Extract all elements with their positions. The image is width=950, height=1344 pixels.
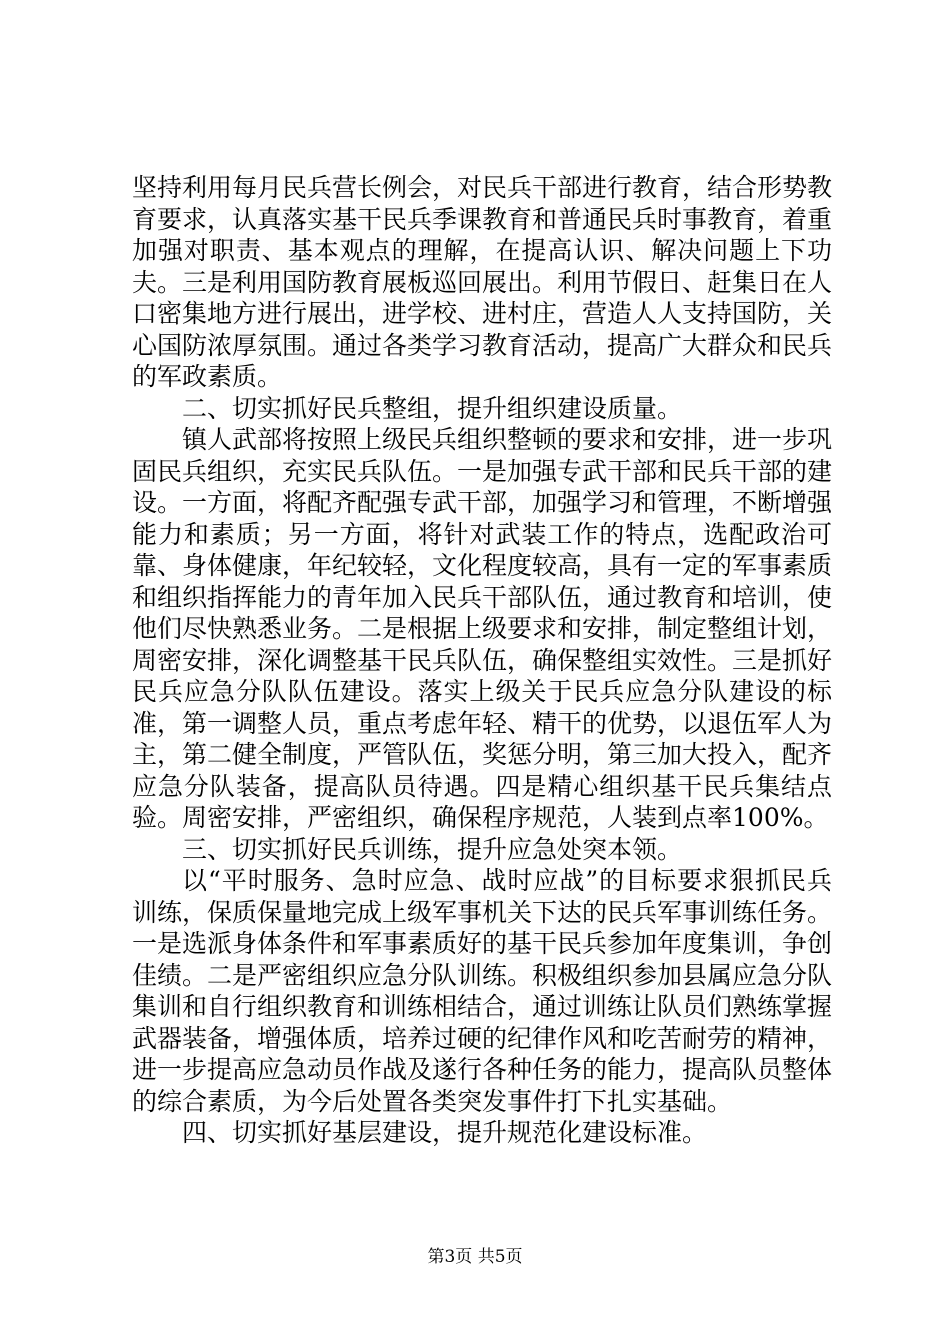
document-body (132, 172, 832, 1149)
section-heading-4: 三、切实抓好民兵训练，提升应急处突本领。 (182, 834, 683, 864)
paragraph-5: 以“平时服务、急时应急、战时应战”的目标要求狠抓民兵训练，保质保量地完成上级军事机关下达的民兵军事训练任务。一是选派身体条件和军事素质好的基干民兵参加年度集训，争创佳绩。二是严密组织应急分队训练。积极组织参加县属应急分队集训和自行组织教育和训练相结合，通过训练让队员们熟练掌握武器装备，增强体质，培养过硬的纪律作风和吃苦耐劳的精神，进一步提高应急动员作战及遂行各种任务的能力，提高队员整体的综合素质，为今后处置各类突发事件打下扎实基础。 (132, 866, 833, 1116)
section-heading-6: 四、切实抓好基层建设，提升规范化建设标准。 (182, 1118, 708, 1147)
page-footer: 第3页 共5页 (427, 1247, 523, 1267)
paragraph-3: 镇人武部将按照上级民兵组织整顿的要求和安排，进一步巩固民兵组织，充实民兵队伍。一是加强专武干部和民兵干部的建设。一方面，将配齐配强专武干部，加强学习和管理，不断增强能力和素质；另一方面，将针对武装工作的特点，选配政治可靠、身体健康，年纪较轻，文化程度较高，具有一定的军事素质和组织指挥能力的青年加入民兵干部队伍，通过教育和培训，使他们尽快熟悉业务。二是根据上级要求和安排，制定整组计划，周密安排，深化调整基干民兵队伍，确保整组实效性。三是抓好民兵应急分队队伍建设。落实上级关于民兵应急分队建设的标准，第一调整人员，重点考虑年轻、精干的优势，以退伍军人为主，第二健全制度，严管队伍，奖惩分明，第三加大投入，配齐应急分队装备，提高队员待遇。四是精心组织基干民兵集结点验。周密安排，严密组织，确保程序规范，人装到点率100%。 (132, 425, 833, 832)
section-heading-2: 二、切实抓好民兵整组，提升组织建设质量。 (182, 393, 683, 423)
paragraph-1: 坚持利用每月民兵营长例会，对民兵干部进行教育，结合形势教育要求，认真落实基干民兵季课教育和普通民兵时事教育，着重加强对职责、基本观点的理解，在提高认识、解决问题上下功夫。三是利用国防教育展板巡回展出。利用节假日、赶集日在人口密集地方进行展出，进学校、进村庄，营造人人支持国防，关心国防浓厚氛围。通过各类学习教育活动，提高广大群众和民兵的军政素质。 (132, 173, 833, 391)
